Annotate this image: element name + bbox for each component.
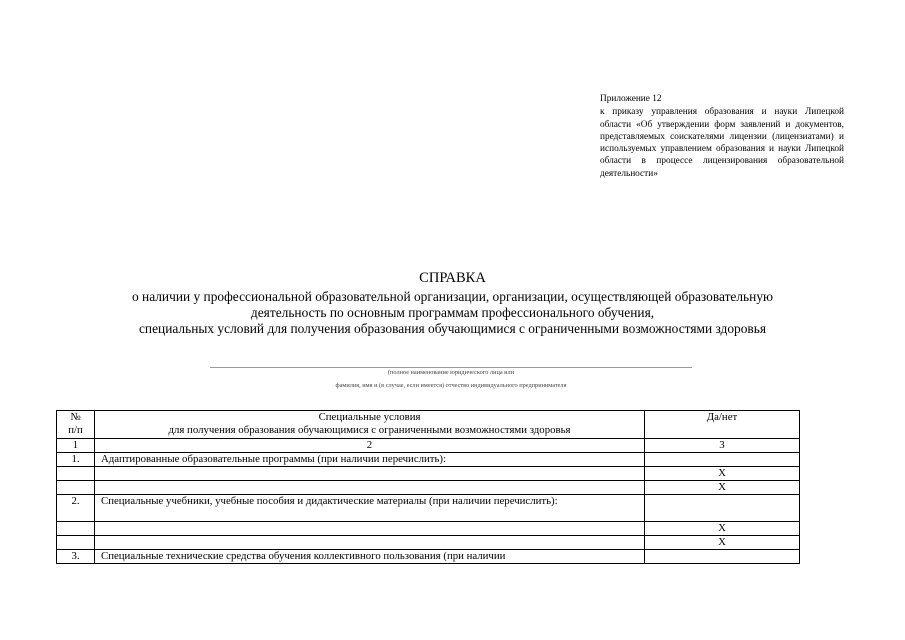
appendix-text: к приказу управления образования и науки Липецкой области «Об утверждении форм заявлений и документов, представляемых соискателями лицензии (лицензиатами) и используемых управлением образования и науки Липецкой области в процессе лицензирования образовательной деятельности» (600, 107, 844, 179)
fill-caption-1: (полное наименование юридического лица или (387, 369, 515, 376)
row-num: 3. (57, 550, 95, 564)
index-cell-3: 3 (645, 439, 800, 453)
document-title (60, 270, 845, 337)
row-answer[interactable]: Х (645, 481, 800, 495)
row-num: 2. (57, 495, 95, 522)
header-answer: Да/нет (645, 411, 800, 439)
title-line-1: о наличии у профессиональной образовательной организации, организации, осуществляющей образовательную (131, 289, 774, 304)
row-num: 1. (57, 453, 95, 467)
table-row (57, 550, 800, 564)
row-text: Специальные учебники, учебные пособия и дидактические материалы (при наличии перечислить): (95, 495, 645, 522)
header-num-symbol: № (70, 411, 81, 423)
row-answer[interactable]: Х (645, 467, 800, 481)
row-answer[interactable] (645, 550, 800, 564)
row-answer[interactable] (645, 495, 800, 522)
table-row (57, 495, 800, 522)
row-text[interactable] (95, 481, 645, 495)
header-num (57, 411, 95, 439)
table-header-row (57, 411, 800, 439)
row-answer[interactable] (645, 453, 800, 467)
row-num (57, 522, 95, 536)
table-row (57, 536, 800, 550)
row-answer[interactable]: Х (645, 536, 800, 550)
row-text[interactable] (95, 536, 645, 550)
table-row (57, 453, 800, 467)
appendix-number: Приложение 12 (600, 94, 662, 104)
row-text: Специальные технические средства обучения коллективного пользования (при наличии (95, 550, 645, 564)
index-cell-2: 2 (95, 439, 645, 453)
row-num (57, 467, 95, 481)
row-text: Адаптированные образовательные программы (при наличии перечислить): (95, 453, 645, 467)
table-row (57, 481, 800, 495)
conditions-table (56, 410, 800, 564)
title-line-3: специальных условий для получения образования обучающимися с ограниченными возможностями здоровья (138, 321, 767, 336)
header-num-pp: п/п (68, 423, 83, 436)
organization-name-line (210, 367, 692, 368)
header-conditions-title: Специальные условия (318, 411, 421, 423)
title-heading: СПРАВКА (419, 270, 486, 286)
header-conditions-subtitle: для получения образования обучающимися с ограниченными возможностями здоровья (168, 423, 571, 436)
table-index-row (57, 439, 800, 453)
row-num (57, 481, 95, 495)
table-row (57, 522, 800, 536)
fill-caption-2: фамилия, имя и (в случае, если имеется) отчество индивидуального предпринимателя (335, 382, 567, 389)
table-row (57, 467, 800, 481)
appendix-note (600, 93, 844, 180)
header-conditions (95, 411, 645, 439)
index-cell-1: 1 (57, 439, 95, 453)
title-line-2: деятельность по основным программам профессионального обучения, (250, 305, 655, 320)
row-answer[interactable]: Х (645, 522, 800, 536)
row-text[interactable] (95, 522, 645, 536)
row-text[interactable] (95, 467, 645, 481)
row-num (57, 536, 95, 550)
